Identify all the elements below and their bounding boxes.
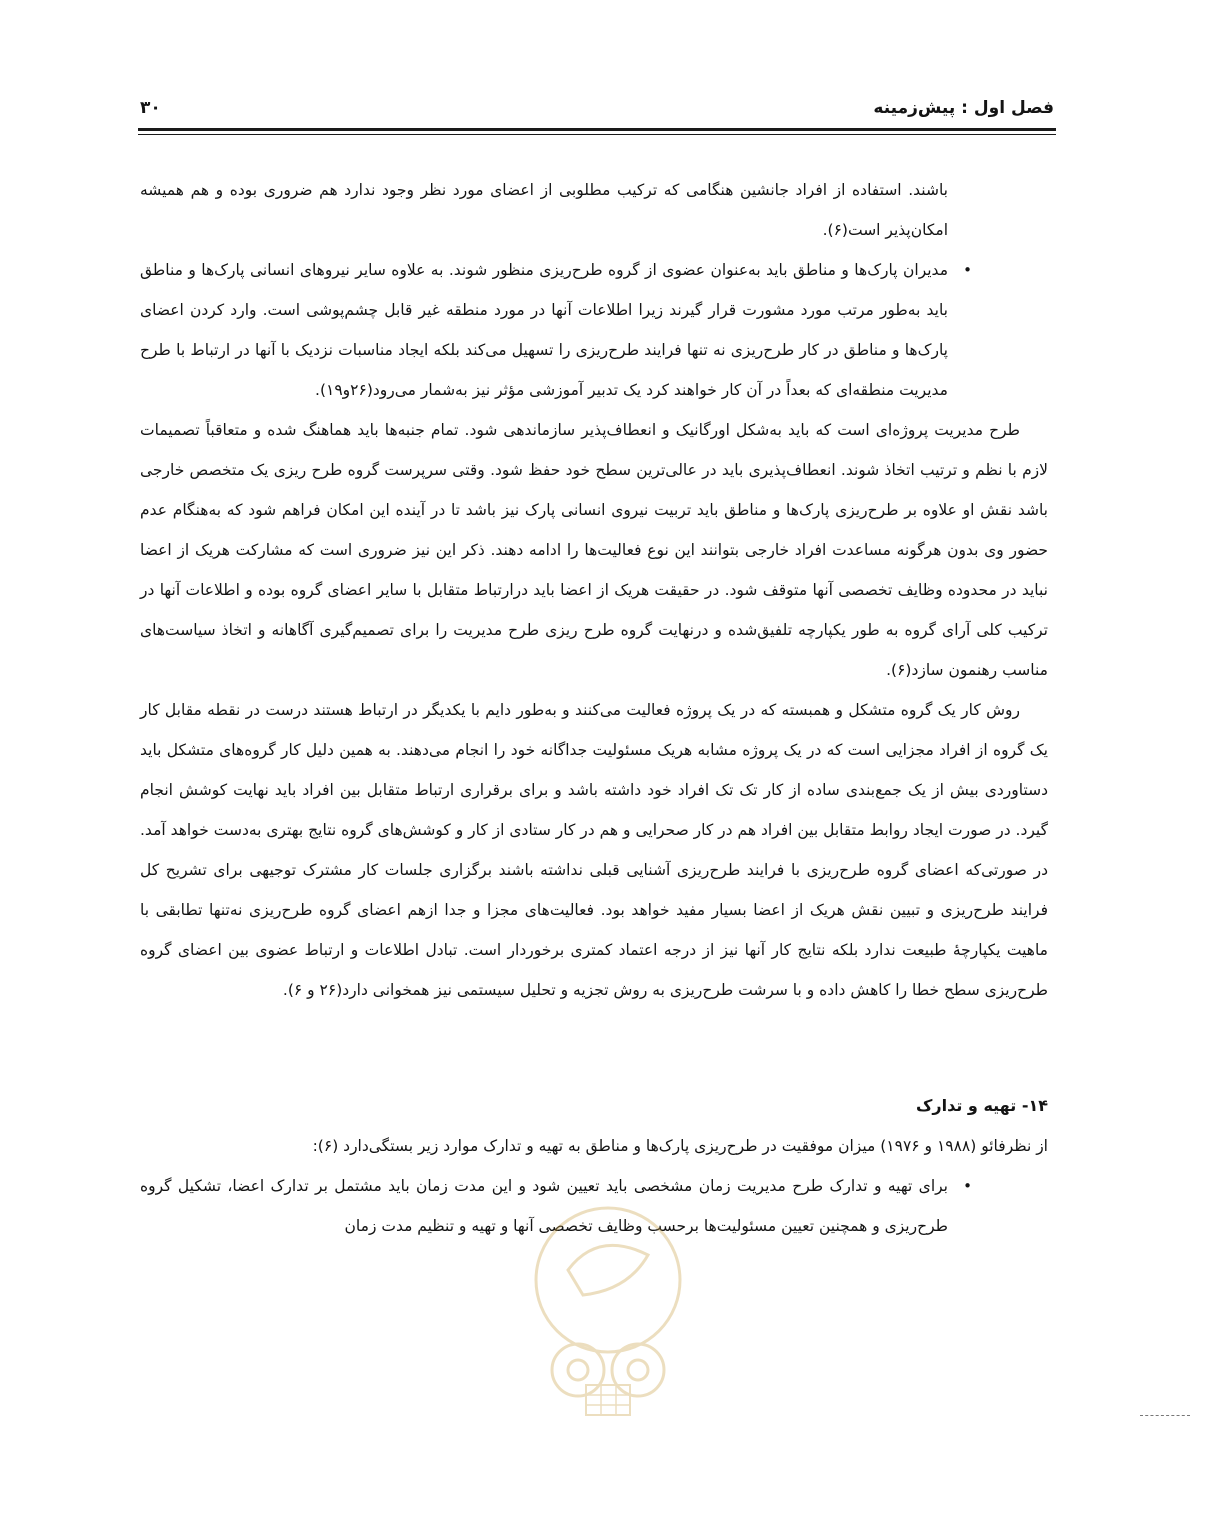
bullet-item [140, 250, 1048, 410]
header-rule-thin [138, 134, 1056, 135]
section-heading: ۱۴- تهیه و تدارک [916, 1096, 1048, 1115]
paragraph: روش کار یک گروه متشکل و همبسته که در یک پروژه فعالیت می‌کنند و به‌طور دایم با یکدیگر در ارتباط هستند درست در نقطه مقابل کار یک گروه از افراد مجزایی است که در یک پروژه مشابه هریک مسئولیت جداگانه خود را انجام می‌دهند. به همین دلیل کار گروه‌های متشکل باید دستاوردی بیش از یک جمع‌بندی ساده از کار تک تک افراد خود داشته باشد و برای برقراری ارتباط متقابل بین افراد باید نهایت کوشش انجام گیرد. در صورت ایجاد روابط متقابل بین افراد هم در کار صحرایی و هم در کار ستادی از کار و کوشش‌های گروه نتایج بهتری به‌دست خواهد آمد. در صورتی‌که اعضای گروه طرح‌ریزی با فرایند طرح‌ریزی آشنایی قبلی نداشته باشند برگزاری جلسات کار مشترک توجیهی برای تشریح کل فرایند طرح‌ریزی و تبیین نقش هریک از اعضا بسیار مفید خواهد بود. فعالیت‌های مجزا و جدا ازهم اعضای گروه طرح‌ریزی نه‌تنها تطابقی با ماهیت یکپارچهٔ طبیعت ندارد بلکه نتایج کار آنها نیز از درجه اعتماد کمتری برخوردار است. تبادل اطلاعات و ارتباط عضوی بین اعضای گروه طرح‌ریزی سطح خطا را کاهش داده و با سرشت طرح‌ریزی به روش تجزیه و تحلیل سیستمی نیز همخوانی دارد(۲۶ و ۶). [140, 701, 1048, 999]
body-text [140, 170, 1048, 1246]
bullet-text: مدیران پارک‌ها و مناطق باید به‌عنوان عضوی از گروه طرح‌ریزی منظور شوند. به علاوه سایر نیروهای انسانی پارک‌ها و مناطق باید به‌طور مرتب مورد مشورت قرار گیرند زیرا اطلاعات آنها در مورد منطقه غیر قابل چشم‌پوشی است. وارد کردن اعضای پارک‌ها و مناطق در کار طرح‌ریزی نه تنها فرایند طرح‌ریزی را تسهیل می‌کند بلکه ایجاد مناسبات نزدیک با آنها در ارتباط با طرح مدیریت منطقه‌ای که بعداً در آن کار خواهند کرد یک تدبیر آموزشی مؤثر نیز به‌شمار می‌رود(۲۶و۱۹). [140, 261, 948, 399]
paragraph: طرح مدیریت پروژه‌ای است که باید به‌شکل اورگانیک و انعطاف‌پذیر سازماندهی شود. تمام جنبه‌ها باید هماهنگ شده و متعاقباً تصمیمات لازم با نظم و ترتیب اتخاذ شوند. انعطاف‌پذیری باید در عالی‌ترین سطح خود حفظ شود. وقتی سرپرست گروه طرح ریزی یک متخصص خارجی باشد نقش او علاوه بر طرح‌ریزی پارک‌ها و مناطق باید تربیت نیروی انسانی پارک نیز باشد تا در آینده این امکان فراهم شود که به‌هنگام عدم حضور وی بدون هرگونه مساعدت افراد خارجی بتوانند این نوع فعالیت‌ها را ادامه دهند. ذکر این نیز ضروری است که مشارکت هریک از اعضا نباید در محدوده وظایف تخصصی آنها متوقف شود. در حقیقت هریک از اعضا باید درارتباط متقابل با سایر اعضای گروه بوده و اطلاعات آنها در ترکیب کلی آرای گروه به طور یکپارچه تلفیق‌شده و درنهایت گروه طرح ریزی طرح مدیریت را برای تصمیم‌گیری آگاهانه و اتخاذ سیاست‌های مناسب رهنمون سازد(۶). [140, 421, 1048, 679]
page-header [140, 94, 1054, 128]
paragraph: از نظرفائو (۱۹۸۸ و ۱۹۷۶) میزان موفقیت در طرح‌ریزی پارک‌ها و مناطق به تهیه و تدارک موارد زیر بستگی‌دارد (۶): [312, 1137, 1048, 1155]
page-number: ۳۰ [140, 98, 161, 118]
paragraph-continued: باشند. استفاده از افراد جانشین هنگامی که ترکیب مطلوبی از اعضای مورد نظر وجود ندارد هم ضروری بوده و هم همیشه امکان‌پذیر است(۶). [140, 181, 948, 239]
bullet-icon: • [963, 261, 972, 279]
bullet-text: برای تهیه و تدارک طرح مدیریت زمان مشخصی باید تعیین شود و این مدت زمان باید مشتمل بر تدارک اعضا، تشکیل گروه طرح‌ریزی و همچنین تعیین مسئولیت‌ها برحسب وظایف تخصصی آنها و تهیه و تنظیم مدت زمان [140, 1177, 948, 1235]
bullet-icon: • [963, 1177, 972, 1195]
header-rule [138, 128, 1056, 131]
margin-mark [1140, 1415, 1190, 1418]
chapter-title: فصل اول : پیش‌زمینه [873, 98, 1054, 118]
bullet-item [140, 1166, 1048, 1246]
